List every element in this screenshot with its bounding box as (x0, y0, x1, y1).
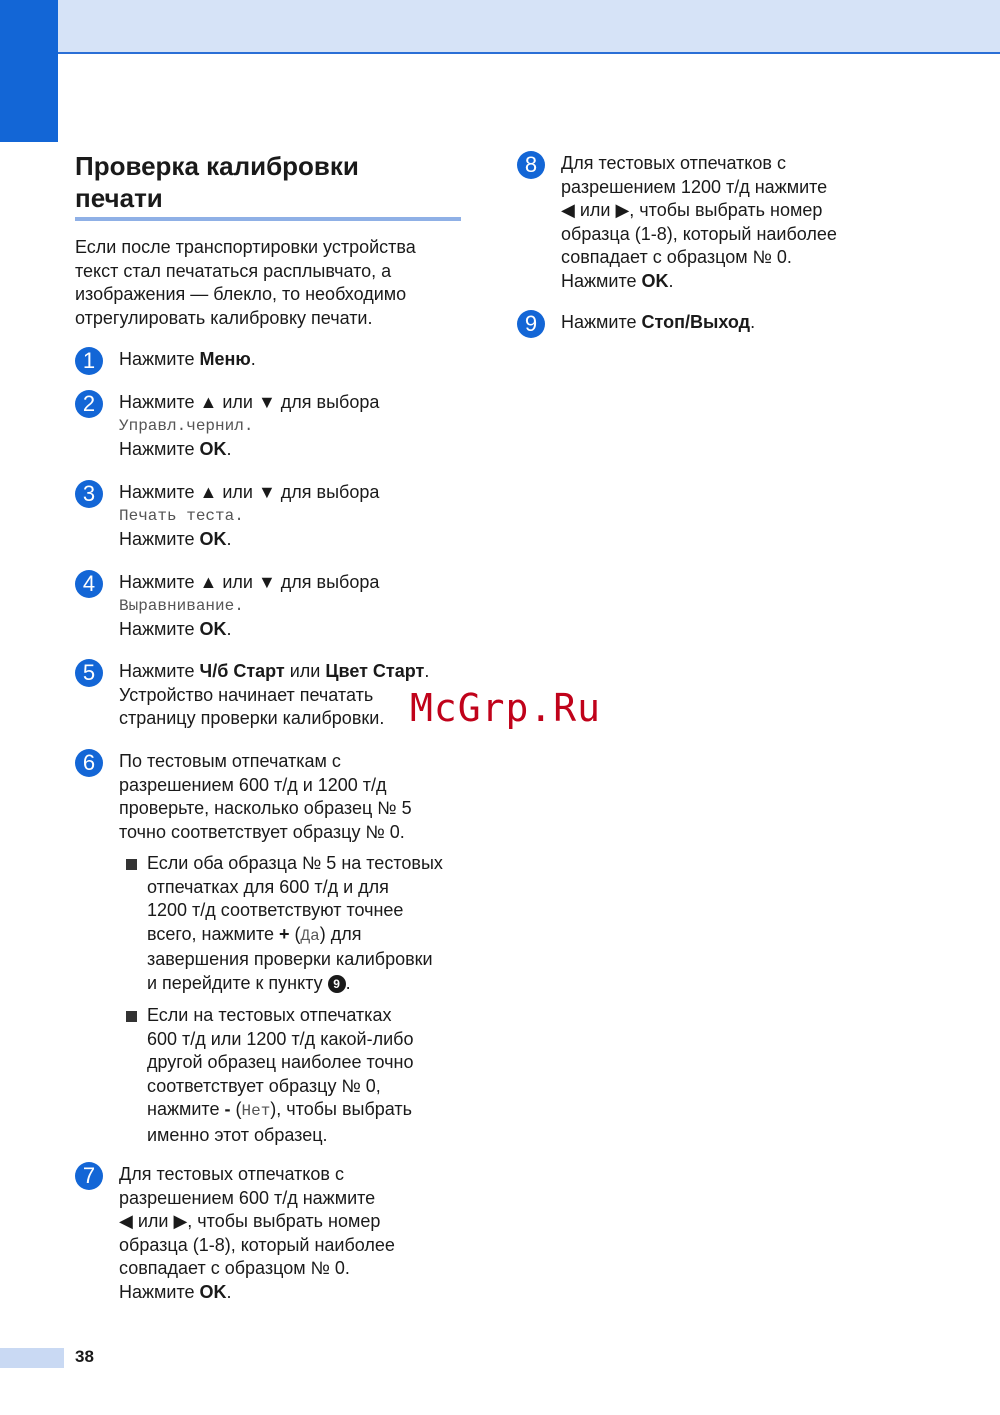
punct: . (424, 661, 430, 681)
step-text: ◀ или ▶, чтобы выбрать номер (561, 200, 823, 220)
step-number-badge: 8 (517, 151, 545, 179)
step-text: Для тестовых отпечатков с (561, 153, 786, 173)
intro-paragraph (75, 236, 465, 330)
page-number: 38 (75, 1347, 94, 1366)
key-menu: Меню (199, 349, 251, 369)
step-text: По тестовым отпечаткам с (119, 751, 341, 771)
key-mono-start: Ч/б Старт (199, 661, 285, 681)
menu-item-text: Нет (241, 1102, 271, 1120)
step-text: Устройство начинает печатать (119, 684, 374, 705)
bullet-text: Если на тестовых отпечатках (147, 1005, 392, 1025)
key-ok: OK (641, 270, 669, 291)
punct: . (226, 1281, 232, 1302)
punct: . (226, 619, 232, 639)
bullet-text: ) для (319, 923, 362, 944)
header-band (0, 0, 1000, 54)
step-text: Нажмите (561, 270, 642, 291)
punct: . (345, 972, 351, 993)
bullet-text: соответствует образцу № 0, (147, 1075, 381, 1096)
step-text: точно соответствует образцу № 0. (119, 821, 405, 842)
step-text: Нажмите (119, 529, 200, 549)
bullet-text: завершения проверки калибровки (147, 949, 433, 969)
step-text: разрешением 600 т/д и 1200 т/д (119, 774, 387, 795)
intro-line: изображения — блекло, то необходимо (75, 284, 407, 304)
step-text: Нажмите ▲ или ▼ для выбора (119, 572, 380, 592)
step-text: Для тестовых отпечатков с (119, 1164, 344, 1184)
chapter-tab (0, 0, 58, 142)
page-tab (0, 1348, 64, 1368)
step-text: проверьте, насколько образец № 5 (119, 798, 412, 818)
step-text: Нажмите (119, 661, 200, 681)
bullet-text: именно этот образец. (147, 1124, 328, 1145)
step-number-badge: 4 (75, 570, 103, 598)
step-number-badge: 9 (517, 310, 545, 338)
step-number-badge: 5 (75, 659, 103, 687)
intro-line: отрегулировать калибровку печати. (75, 307, 373, 328)
punct: . (226, 529, 232, 549)
title-underline (75, 217, 461, 221)
step-text: образца (1-8), который наиболее (119, 1234, 395, 1255)
section-title (75, 150, 465, 214)
key-minus: - (224, 1099, 231, 1119)
step-text: образца (1-8), который наиболее (561, 223, 837, 244)
bullet-text: 600 т/д или 1200 т/д какой-либо (147, 1028, 414, 1049)
menu-item-text: Выравнивание. (119, 596, 244, 615)
punct: . (226, 439, 232, 459)
bullet-square-icon (126, 1011, 137, 1022)
watermark: McGrp.Ru (410, 686, 602, 730)
intro-line: текст стал печататься расплывчато, а (75, 260, 392, 281)
step-text: Нажмите ▲ или ▼ для выбора (119, 482, 380, 502)
step-text: совпадает с образцом № 0. (119, 1258, 350, 1278)
step-number-badge: 3 (75, 480, 103, 508)
bullet-text: всего, нажмите (147, 923, 280, 944)
bullet-square-icon (126, 859, 137, 870)
key-ok: OK (199, 619, 227, 639)
bullet-text: Если оба образца № 5 на тестовых (147, 853, 443, 873)
punct: . (250, 349, 256, 369)
menu-item-text: Да (300, 926, 320, 945)
step-reference-badge: 9 (328, 975, 346, 993)
step-text: ◀ или ▶, чтобы выбрать номер (119, 1211, 381, 1231)
bullet-item (119, 852, 467, 995)
key-ok: OK (199, 439, 227, 459)
key-plus: + (279, 923, 290, 944)
step-number-badge: 2 (75, 390, 103, 418)
bullet-text: ), чтобы выбрать (270, 1099, 413, 1119)
step-text: Нажмите (119, 439, 200, 459)
step-number-badge: 7 (75, 1162, 103, 1190)
step-text: разрешением 1200 т/д нажмите (561, 176, 828, 197)
key-ok: OK (199, 1281, 227, 1302)
bullet-text: и перейдите к пункту (147, 972, 328, 993)
bullet-text: другой образец наиболее точно (147, 1052, 414, 1072)
punct: ( (230, 1099, 242, 1119)
section-title-line1: Проверка калибровки (75, 151, 359, 181)
step-text: Нажмите (119, 349, 200, 369)
bullet-text: 1200 т/д соответствуют точнее (147, 900, 404, 920)
bullet-item (119, 1004, 467, 1147)
key-color-start: Цвет Старт (325, 661, 425, 681)
step-text: страницу проверки калибровки. (119, 708, 385, 728)
key-stop-exit: Стоп/Выход (641, 312, 751, 332)
bullet-text: нажмите (147, 1099, 225, 1119)
step-text: или (284, 661, 326, 681)
step-number-badge: 1 (75, 347, 103, 375)
punct: ( (289, 923, 301, 944)
bullet-text: отпечатках для 600 т/д и для (147, 876, 389, 897)
step-text: Нажмите (119, 619, 200, 639)
menu-item-text: Управл.чернил. (119, 416, 254, 435)
step-text: разрешением 600 т/д нажмите (119, 1187, 376, 1208)
menu-item-text: Печать теста. (119, 506, 244, 525)
step-text: Нажмите (119, 1281, 200, 1302)
intro-line: Если после транспортировки устройства (75, 237, 416, 257)
key-ok: OK (199, 529, 227, 549)
punct: . (668, 270, 674, 291)
step-text: Нажмите ▲ или ▼ для выбора (119, 392, 380, 412)
punct: . (750, 312, 756, 332)
step-number-badge: 6 (75, 749, 103, 777)
section-title-line2: печати (75, 183, 163, 213)
step-text: Нажмите (561, 312, 642, 332)
step-text: совпадает с образцом № 0. (561, 247, 792, 267)
